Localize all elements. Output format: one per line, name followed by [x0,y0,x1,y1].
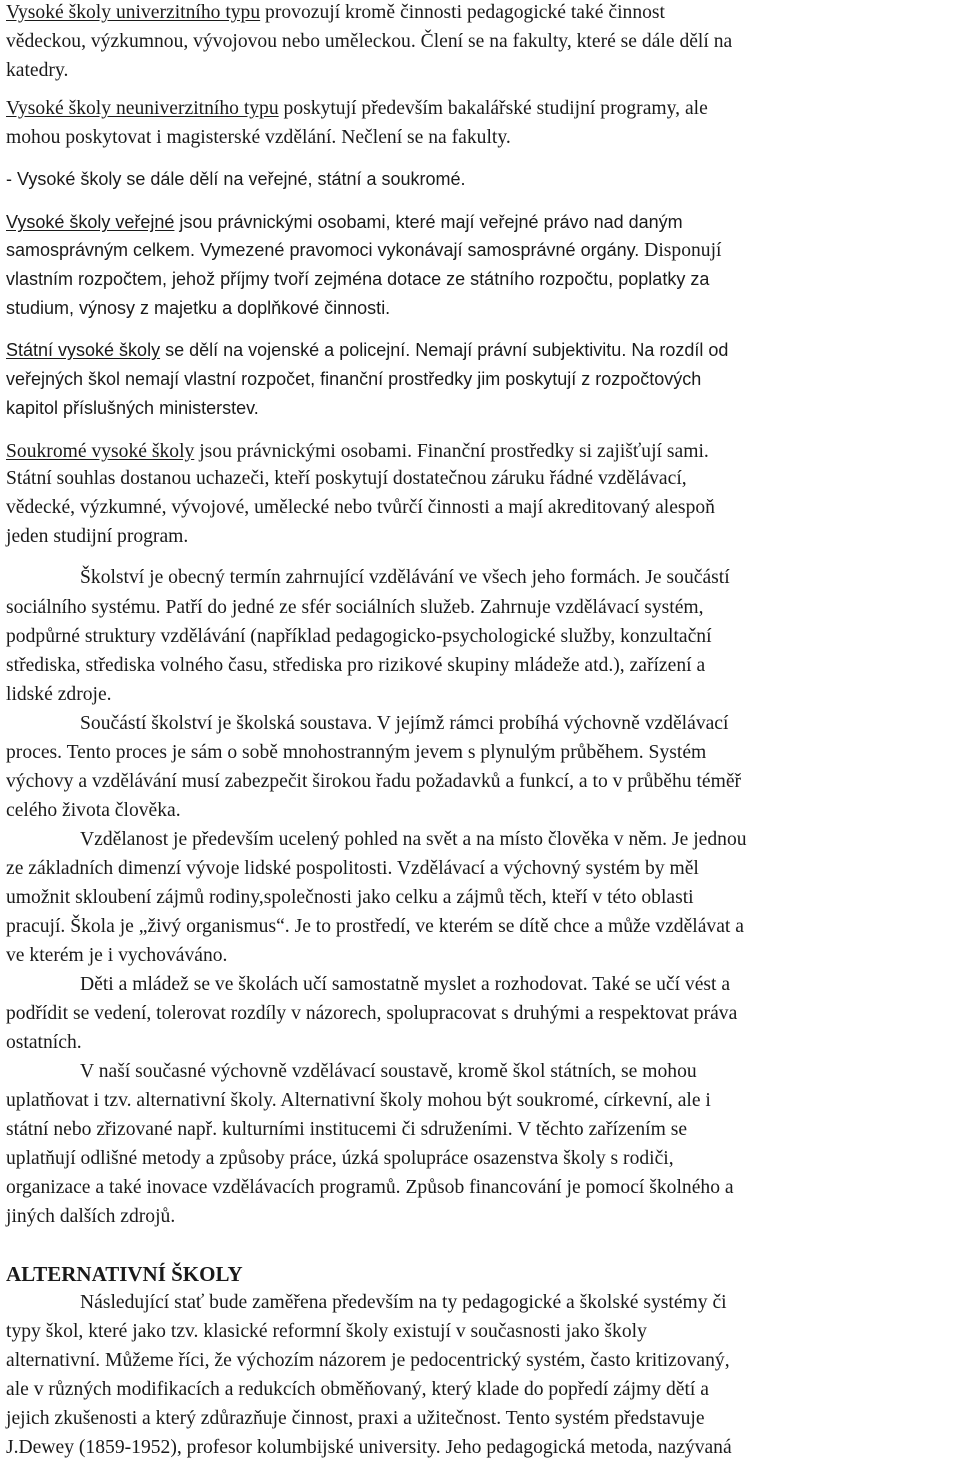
text-line: Školství je obecný termín zahrnující vzdělávání ve všech jeho formách. Je součástí [80,567,730,588]
text-line: Následující stať bude zaměřena především na ty pedagogické a školské systémy či [80,1292,727,1313]
text-line: Státní souhlas dostanou uchazeči, kteří poskytují dostatečnou záruku řádné vzdělávací, [6,468,687,489]
text-line: vědeckou, výzkumnou, vývojovou nebo uměleckou. Člení se na fakulty, které se dále dělí na [6,31,733,52]
text-line: Vzdělanost je především ucelený pohled na svět a na místo člověka v něm. Je jednou [80,829,747,850]
underlined-term: Státní vysoké školy [6,340,161,360]
text-line: střediska, střediska volného času, střediska pro rizikové skupiny mládeže atd.), zařízení a [6,655,706,676]
text-line: ve kterém je i vychováváno. [6,945,228,966]
section-heading: ALTERNATIVNÍ ŠKOLY [6,1262,243,1286]
text-line: státní nebo zřizované např. kulturními institucemi či sdruženími. V těchto zařízením se [6,1119,688,1140]
text-line: výchovy a vzdělávání musí zabezpečit širokou řadu požadavků a funkcí, a to v průběhu téměř [6,771,742,792]
text-line: vlastním rozpočtem, jehož příjmy tvoří zejména dotace ze státního rozpočtu, poplatky za [6,269,710,289]
text-line: mohou poskytovat i magisterské vzdělání. Nečlení se na fakulty. [6,127,511,148]
text-line: Děti a mládež se ve školách učí samostatně myslet a rozhodovat. Také se učí vést a [80,974,731,995]
text-line: uplatňují odlišné metody a způsoby práce, úzká spolupráce osazenstva školy s rodiči, [6,1148,674,1169]
text-line: sociálního systému. Patří do jedné ze sfér sociálních služeb. Zahrnuje vzdělávací systém, [6,597,704,618]
text-line: V naší současné výchovně vzdělávací soustavě, kromě škol státních, se mohou [80,1061,697,1082]
text-line: Vysoké školy neuniverzitního typu poskytují především bakalářské studijní programy, ale [6,98,708,119]
text-line: uplatňovat i tzv. alternativní školy. Alternativní školy mohou být soukromé, církevní, ale i [6,1090,711,1111]
text-line: Součástí školství je školská soustava. V jejímž rámci probíhá výchovně vzdělávací [80,713,729,734]
text-line: veřejných škol nemají vlastní rozpočet, finanční prostředky jim poskytují z rozpočtových [6,369,702,389]
text-line: jiných dalších zdrojů. [6,1206,176,1227]
text-line: Vysoké školy univerzitního typu provozují kromě činnosti pedagogické také činnost [6,2,665,23]
text-line: vědecké, výzkumné, vývojové, umělecké nebo tvůrčí činnosti a mají akreditovaný alespoň [6,497,715,518]
text-line: kapitol příslušných ministerstev. [6,398,259,418]
underlined-term: Vysoké školy veřejné [6,212,175,232]
text-line: alternativní. Můžeme říci, že výchozím názorem je pedocentrický systém, často kritizovaný, [6,1350,730,1371]
underlined-term: Vysoké školy neuniverzitního typu [6,98,279,119]
text-line: pracují. Škola je „živý organismus“. Je to prostředí, ve kterém se dítě chce a může vzdělávat a [6,916,744,937]
text-line: katedry. [6,60,69,81]
text-line: Státní vysoké školy se dělí na vojenské a policejní. Nemají právní subjektivitu. Na rozdíl od [6,340,729,360]
text-line: J.Dewey (1859-1952), profesor kolumbijské university. Jeho pedagogická metoda, nazývaná [6,1437,732,1458]
text-line: podpůrné struktury vzdělávání (například pedagogicko-psychologické služby, konzultační [6,626,712,647]
underlined-term: Vysoké školy univerzitního typu [6,2,261,23]
text-line: organizace a také inovace vzdělávacích programů. Způsob financování je pomocí školného a [6,1177,734,1198]
text-line: proces. Tento proces je sám o sobě mnohostranným jevem s plynulým průběhem. Systém [6,742,707,763]
text-line: jeden studijní program. [6,526,189,547]
text-line: ale v různých modifikacích a redukcích obměňovaný, který klade do popředí zájmy dětí a [6,1379,709,1400]
text-line: umožnit skloubení zájmů rodiny,společnosti jako celku a zájmů těch, kteří v této oblasti [6,887,694,908]
text-line: - Vysoké školy se dále dělí na veřejné, státní a soukromé. [6,169,466,189]
text-line: samosprávným celkem. Vymezené pravomoci vykonávají samosprávné orgány. Disponují [6,240,722,261]
text-line: podřídit se vedení, tolerovat rozdíly v názorech, spolupracovat s druhými a respektovat práva [6,1003,738,1024]
text-line: Vysoké školy veřejné jsou právnickými osobami, které mají veřejné právo nad daným [6,212,683,232]
text-line: typy škol, které jako tzv. klasické reformní školy existují v současnosti jako školy [6,1321,647,1342]
text-line: studium, výnosy z majetku a doplňkové činnosti. [6,298,391,318]
text-line: Soukromé vysoké školy jsou právnickými osobami. Finanční prostředky si zajišťují sami. [6,441,709,462]
underlined-term: Soukromé vysoké školy [6,441,195,462]
text-line: celého života člověka. [6,800,181,821]
text-line: jejich zkušenosti a který zdůrazňuje činnost, praxi a užitečnost. Tento systém představuje [6,1408,705,1429]
text-line: ze základních dimenzí vývoje lidské pospolitosti. Vzdělávací a výchovný systém by měl [6,858,699,879]
text-line: lidské zdroje. [6,684,112,705]
text-line: ostatních. [6,1032,82,1053]
